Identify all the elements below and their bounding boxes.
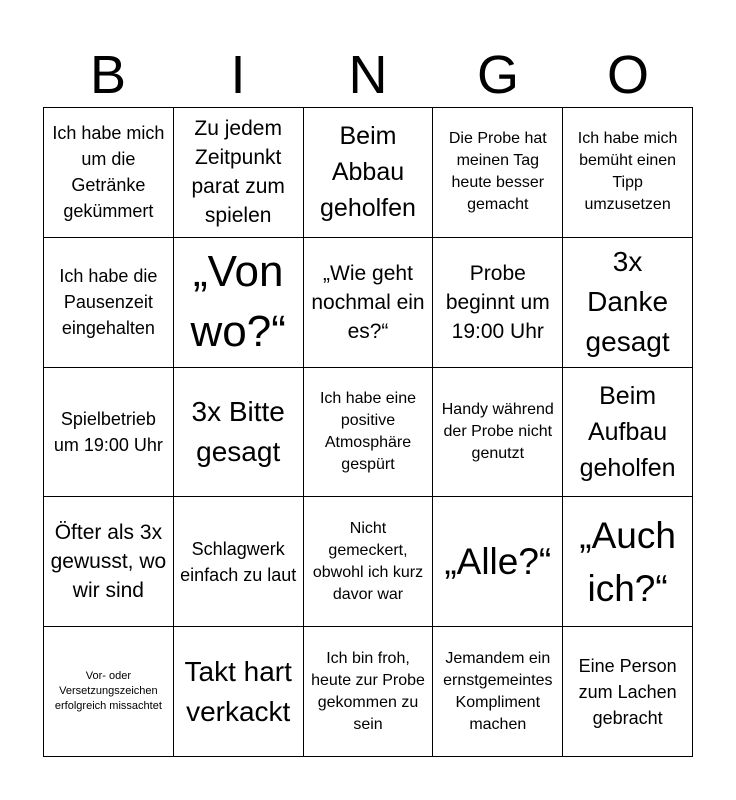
- cell-text: 3x Bitte gesagt: [191, 395, 285, 467]
- cell-text: 3x Danke gesagt: [585, 246, 670, 358]
- cell-text: Handy während der Probe nicht genutzt: [441, 400, 554, 462]
- bingo-cell[interactable]: [174, 368, 304, 498]
- cell-text: Öfter als 3x gewusst, wo wir sind: [50, 521, 167, 603]
- cell-text: Zu jedem Zeitpunkt parat zum spielen: [191, 117, 285, 228]
- bingo-cell[interactable]: [563, 238, 693, 368]
- bingo-cell[interactable]: [44, 238, 174, 368]
- cell-text: Eine Person zum Lachen gebracht: [578, 655, 677, 728]
- cell-text: Vor- oder Versetzungszeichen erfolgreich missachtet: [54, 670, 162, 713]
- bingo-cell[interactable]: [433, 238, 563, 368]
- bingo-cell[interactable]: [304, 238, 434, 368]
- cell-text: Ich habe mich um die Getränke gekümmert: [52, 123, 165, 222]
- bingo-cell[interactable]: [563, 497, 693, 627]
- header-letter-n: N: [348, 45, 388, 105]
- bingo-cell[interactable]: [304, 108, 434, 238]
- cell-text: Schlagwerk einfach zu laut: [180, 538, 297, 585]
- bingo-cell[interactable]: [433, 627, 563, 757]
- cell-text: Ich bin froh, heute zur Probe gekommen zu sein: [311, 649, 425, 733]
- cell-text: „Von wo?“: [190, 247, 286, 357]
- bingo-cell[interactable]: [304, 368, 434, 498]
- bingo-cell[interactable]: [433, 497, 563, 627]
- cell-text: Jemandem ein ernstgemeintes Kompliment machen: [443, 649, 553, 733]
- cell-text: Nicht gemeckert, obwohl ich kurz davor war: [312, 519, 424, 603]
- bingo-cell[interactable]: [44, 627, 174, 757]
- bingo-cell[interactable]: [433, 108, 563, 238]
- cell-text: „Wie geht nochmal ein es?“: [311, 261, 425, 343]
- cell-text: Beim Abbau geholfen: [320, 122, 416, 223]
- bingo-cell[interactable]: [174, 627, 304, 757]
- bingo-cell[interactable]: [44, 497, 174, 627]
- bingo-header: [43, 44, 693, 106]
- cell-text: Die Probe hat meinen Tag heute besser gemacht: [448, 130, 547, 214]
- cell-text: „Auch ich?“: [579, 514, 676, 609]
- bingo-cell[interactable]: [44, 108, 174, 238]
- header-letter-g: G: [476, 45, 519, 105]
- bingo-cell[interactable]: [563, 368, 693, 498]
- cell-text: Takt hart verkackt: [184, 655, 292, 727]
- cell-text: Ich habe eine positive Atmosphäre gespürt: [319, 389, 417, 473]
- cell-text: Ich habe mich bemüht einen Tipp umzusetzen: [577, 130, 678, 214]
- bingo-cell[interactable]: [174, 238, 304, 368]
- bingo-cell[interactable]: [563, 108, 693, 238]
- header-letter-i: I: [230, 45, 246, 105]
- cell-text: Probe beginnt um 19:00 Uhr: [445, 261, 550, 343]
- header-letter-b: B: [89, 45, 127, 105]
- bingo-cell[interactable]: [304, 627, 434, 757]
- bingo-cell[interactable]: [44, 368, 174, 498]
- cell-text: „Alle?“: [444, 541, 552, 583]
- bingo-grid: [43, 107, 693, 757]
- bingo-cell[interactable]: [174, 497, 304, 627]
- cell-text: Ich habe die Pausenzeit eingehalten: [59, 266, 158, 339]
- bingo-cell[interactable]: [433, 368, 563, 498]
- bingo-cell[interactable]: [174, 108, 304, 238]
- cell-text: Spielbetrieb um 19:00 Uhr: [53, 408, 163, 455]
- cell-text: Beim Aufbau geholfen: [579, 381, 676, 482]
- bingo-cell[interactable]: [563, 627, 693, 757]
- bingo-cell[interactable]: [304, 497, 434, 627]
- header-letter-o: O: [606, 45, 649, 105]
